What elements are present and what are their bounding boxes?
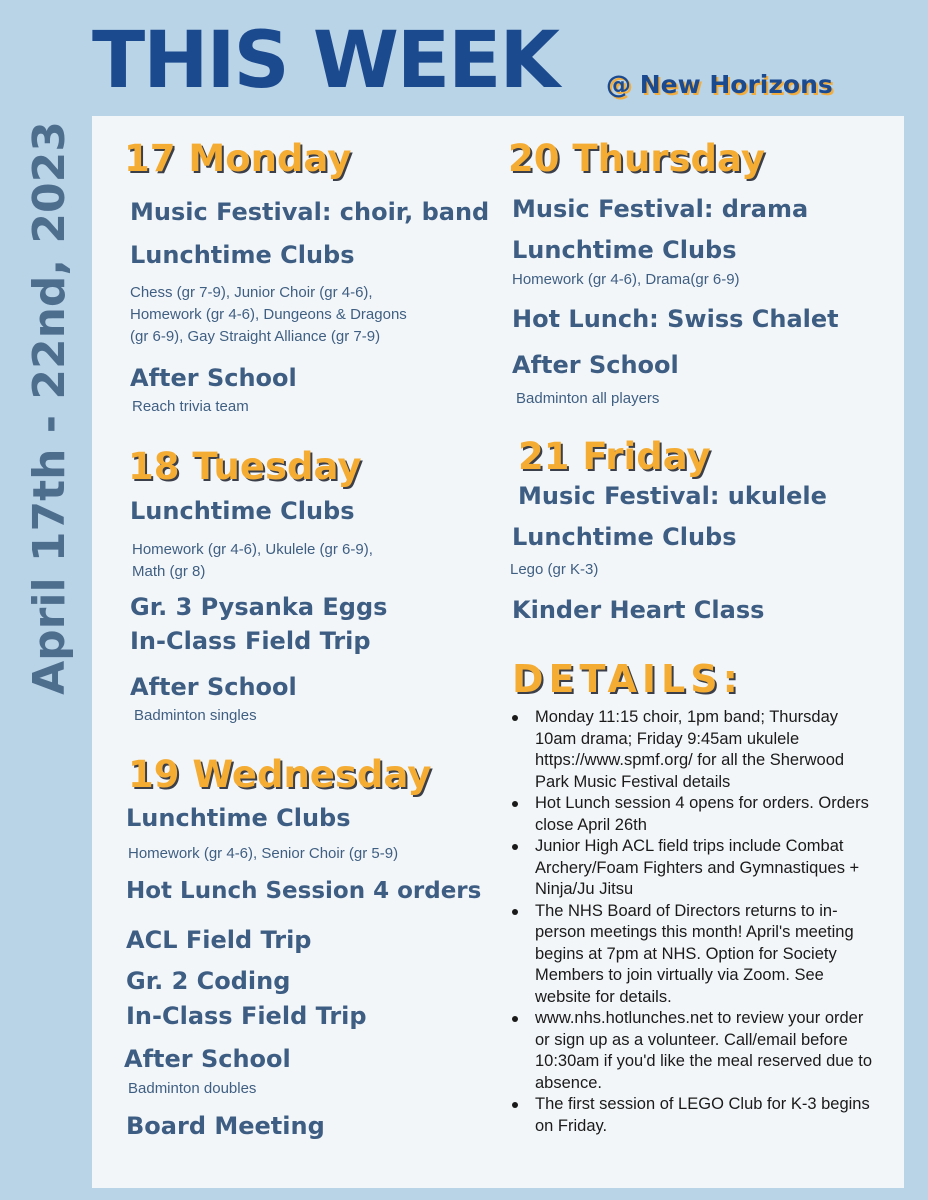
- thursday-music-festival: Music Festival: drama: [512, 195, 809, 223]
- wednesday-lunch-detail: Homework (gr 4-6), Senior Choir (gr 5-9): [128, 845, 399, 862]
- details-item: The first session of LEGO Club for K-3 begins on Friday.: [510, 1094, 882, 1137]
- monday-lunch-line-2: Homework (gr 4-6), Dungeons & Dragons: [130, 306, 407, 323]
- tuesday-lunch-line-1: Homework (gr 4-6), Ukulele (gr 6-9),: [132, 541, 373, 558]
- monday-after-school-detail: Reach trivia team: [132, 398, 249, 415]
- monday-lunch-line-3: (gr 6-9), Gay Straight Alliance (gr 7-9): [130, 328, 381, 345]
- details-title: DETAILS:: [512, 657, 743, 701]
- thursday-after-school-heading: After School: [512, 351, 679, 379]
- wednesday-day-title: 19 Wednesday: [128, 753, 432, 796]
- monday-lunch-line-1: Chess (gr 7-9), Junior Choir (gr 4-6),: [130, 284, 373, 301]
- details-item: Monday 11:15 choir, 1pm band; Thursday 10am drama; Friday 9:45am ukulele https://www.spmf.org/ for all the Sherwood Park Music Festival details: [510, 707, 882, 793]
- friday-kinder-heart: Kinder Heart Class: [512, 596, 765, 624]
- wednesday-lunch-heading: Lunchtime Clubs: [126, 804, 351, 832]
- tuesday-trip-line-1: Gr. 3 Pysanka Eggs: [130, 593, 388, 621]
- wednesday-acl-field-trip: ACL Field Trip: [126, 926, 312, 954]
- wednesday-hot-lunch: Hot Lunch Session 4 orders: [126, 878, 482, 904]
- monday-music-festival: Music Festival: choir, band: [130, 198, 490, 226]
- wednesday-coding-line-1: Gr. 2 Coding: [126, 967, 291, 995]
- friday-lunch-heading: Lunchtime Clubs: [512, 523, 737, 551]
- monday-day-title: 17 Monday: [124, 137, 352, 180]
- thursday-day-title: 20 Thursday: [508, 137, 765, 180]
- page-subtitle: @ New Horizons: [606, 70, 833, 99]
- wednesday-board-meeting: Board Meeting: [126, 1112, 325, 1140]
- details-item: Junior High ACL field trips include Combat Archery/Foam Fighters and Gymnastiques + Ninja/Ju Jitsu: [510, 836, 882, 901]
- friday-day-title: 21 Friday: [518, 435, 711, 478]
- friday-lunch-detail: Lego (gr K-3): [510, 561, 599, 578]
- details-list: [510, 707, 882, 1137]
- tuesday-day-title: 18 Tuesday: [128, 445, 362, 488]
- details-item: The NHS Board of Directors returns to in-person meetings this month! April's meeting begins at 7pm at NHS. Option for Society Members to join virtually via Zoom. See website for details.: [510, 901, 882, 1009]
- tuesday-lunch-heading: Lunchtime Clubs: [130, 497, 355, 525]
- tuesday-trip-line-2: In-Class Field Trip: [130, 627, 371, 655]
- page-title: THIS WEEK: [92, 16, 558, 106]
- wednesday-after-school-heading: After School: [124, 1045, 291, 1073]
- tuesday-lunch-line-2: Math (gr 8): [132, 563, 206, 580]
- details-item: www.nhs.hotlunches.net to review your order or sign up as a volunteer. Call/email before 10:30am if you'd like the meal reserved due to absence.: [510, 1008, 882, 1094]
- thursday-after-school-detail: Badminton all players: [516, 390, 660, 407]
- wednesday-after-school-detail: Badminton doubles: [128, 1080, 257, 1097]
- tuesday-after-school-heading: After School: [130, 673, 297, 701]
- schedule-panel: [92, 116, 904, 1188]
- thursday-lunch-detail: Homework (gr 4-6), Drama(gr 6-9): [512, 271, 740, 288]
- thursday-hot-lunch: Hot Lunch: Swiss Chalet: [512, 305, 839, 333]
- friday-music-festival: Music Festival: ukulele: [518, 482, 827, 510]
- date-range: April 17th - 22nd, 2023: [24, 121, 75, 695]
- details-item: Hot Lunch session 4 opens for orders. Orders close April 26th: [510, 793, 882, 836]
- thursday-lunch-heading: Lunchtime Clubs: [512, 236, 737, 264]
- tuesday-after-school-detail: Badminton singles: [134, 707, 257, 724]
- monday-lunch-heading: Lunchtime Clubs: [130, 241, 355, 269]
- wednesday-coding-line-2: In-Class Field Trip: [126, 1002, 367, 1030]
- monday-after-school-heading: After School: [130, 364, 297, 392]
